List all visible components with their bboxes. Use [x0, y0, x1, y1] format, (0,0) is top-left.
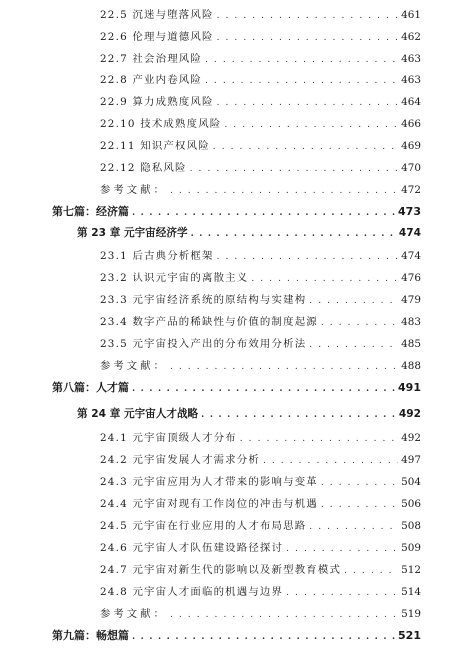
toc-entry-title: 24.1 元宇宙顶级人才分布 — [100, 432, 237, 444]
toc-entry-22-11[interactable] — [100, 137, 421, 157]
toc-page-number: 473 — [398, 205, 421, 218]
toc-entry-title: 22.6 伦理与道德风险 — [100, 31, 214, 43]
toc-part-title: 第七篇：经济篇 — [52, 205, 129, 218]
toc-page-number: 514 — [401, 586, 421, 598]
toc-page-number: 462 — [401, 31, 421, 43]
dot-leader — [217, 252, 399, 262]
toc-entry-title: 24.3 元宇宙应用为人才带来的影响与变革 — [100, 476, 318, 488]
toc-entry-24-6[interactable] — [100, 539, 421, 559]
toc-entry-title: 22.10 技术成熟度风险 — [100, 118, 222, 130]
toc-part-9[interactable] — [52, 627, 421, 647]
toc-chapter-23[interactable] — [77, 225, 421, 245]
dot-leader — [251, 274, 398, 284]
toc-entry-24-1[interactable] — [100, 429, 421, 449]
toc-entry-title: 24.4 元宇宙对现有工作岗位的冲击与机遇 — [100, 498, 318, 510]
toc-part-title: 第九篇：畅想篇 — [52, 629, 129, 642]
toc-page-number: 463 — [401, 74, 421, 86]
toc-page-number: 509 — [401, 542, 421, 554]
toc-page-number: 472 — [401, 184, 421, 196]
dot-leader — [190, 164, 399, 174]
dot-leader — [286, 544, 398, 554]
dot-leader — [132, 632, 395, 642]
toc-page-number: 474 — [401, 250, 421, 262]
dot-leader — [217, 98, 399, 108]
dot-leader — [286, 588, 398, 598]
dot-leader — [217, 11, 399, 21]
toc-page-number: 492 — [401, 432, 421, 444]
toc-entry-title: 23.4 数字产品的稀缺性与价值的制度起源 — [100, 316, 318, 328]
toc-entry-title: 24.6 元宇宙人才队伍建设路径探讨 — [100, 542, 284, 554]
toc-entry-22-5[interactable] — [100, 6, 421, 26]
toc-page-number: 485 — [401, 338, 421, 350]
toc-entry-23-3[interactable] — [100, 291, 421, 311]
toc-entry-23-1[interactable] — [100, 247, 421, 267]
toc-page-number: 492 — [398, 408, 421, 420]
toc-entry-title: 22.11 知识产权风险 — [100, 140, 210, 152]
toc-entry-title: 24.8 元宇宙人才面临的机遇与边界 — [100, 586, 284, 598]
toc-part-8[interactable] — [52, 379, 421, 399]
toc-entry-24-4[interactable] — [100, 495, 421, 515]
toc-page-number: 483 — [401, 316, 421, 328]
toc-entry-23-4[interactable] — [100, 313, 421, 333]
toc-entry-22-10[interactable] — [100, 115, 421, 135]
toc-entry-22-12[interactable] — [100, 159, 421, 179]
toc-page-number: 497 — [401, 454, 421, 466]
toc-entry-title: 23.3 元宇宙经济系统的原结构与实建构 — [100, 294, 307, 306]
toc-entry-title: 参考文献： — [100, 608, 167, 620]
dot-leader — [205, 55, 398, 65]
toc-entry-24-2[interactable] — [100, 451, 421, 471]
dot-leader — [263, 456, 398, 466]
toc-entry-title: 24.7 元宇宙对新生代的影响以及新型教育模式 — [100, 564, 342, 576]
toc-entry-title: 23.2 认识元宇宙的离散主义 — [100, 272, 249, 284]
toc-entry-title: 22.8 产业内卷风险 — [100, 74, 202, 86]
dot-leader — [240, 434, 398, 444]
toc-page-number: 488 — [401, 360, 421, 372]
dot-leader — [132, 208, 395, 218]
toc-entry-24-5[interactable] — [100, 517, 421, 537]
toc-entry-22-9[interactable] — [100, 93, 421, 113]
toc-entry-22-6[interactable] — [100, 28, 421, 48]
toc-entry-24-7[interactable] — [100, 561, 421, 581]
toc-page-number: 470 — [401, 162, 421, 174]
dot-leader — [344, 566, 398, 576]
dot-leader — [309, 296, 398, 306]
toc-chapter-24[interactable] — [77, 406, 421, 426]
toc-entry-22-7[interactable] — [100, 50, 421, 70]
toc-page-number: 464 — [401, 96, 421, 108]
dot-leader — [191, 229, 396, 239]
toc-entry-title: 参考文献： — [100, 184, 167, 196]
dot-leader — [205, 76, 398, 86]
dot-leader — [309, 522, 398, 532]
toc-page-number: 474 — [398, 227, 421, 239]
toc-entry-title: 24.5 元宇宙在行业应用的人才布局思路 — [100, 520, 307, 532]
toc-entry-24-8[interactable] — [100, 583, 421, 603]
toc-page-number: 461 — [401, 9, 421, 21]
toc-entry-references[interactable] — [100, 181, 421, 201]
toc-entry-title: 22.7 社会治理风险 — [100, 53, 202, 65]
toc-entry-title: 参考文献： — [100, 360, 167, 372]
dot-leader — [321, 500, 398, 510]
dot-leader — [321, 318, 398, 328]
dot-leader — [170, 362, 398, 372]
toc-entry-title: 24.2 元宇宙发展人才需求分析 — [100, 454, 260, 466]
toc-chapter-title: 第 23 章 元宇宙经济学 — [77, 227, 188, 239]
toc-page-number: 506 — [401, 498, 421, 510]
dot-leader — [201, 410, 396, 420]
dot-leader — [170, 610, 398, 620]
dot-leader — [132, 384, 395, 394]
dot-leader — [321, 478, 398, 488]
toc-page-number: 508 — [401, 520, 421, 532]
dot-leader — [217, 33, 399, 43]
toc-chapter-title: 第 24 章 元宇宙人才战略 — [77, 408, 199, 420]
toc-entry-references[interactable] — [100, 357, 421, 377]
toc-page-number: 469 — [401, 140, 421, 152]
toc-entry-references[interactable] — [100, 605, 421, 625]
toc-entry-23-5[interactable] — [100, 335, 421, 355]
toc-entry-title: 22.5 沉迷与堕落风险 — [100, 9, 214, 21]
toc-page-number: 479 — [401, 294, 421, 306]
toc-page-number: 519 — [401, 608, 421, 620]
toc-entry-title: 22.9 算力成熟度风险 — [100, 96, 214, 108]
toc-entry-title: 23.5 元宇宙投入产出的分布效用分析法 — [100, 338, 307, 350]
toc-page-number: 521 — [398, 629, 421, 642]
toc-entry-title: 23.1 后古典分析框架 — [100, 250, 214, 262]
toc-entry-22-8[interactable] — [100, 71, 421, 91]
toc-page-number: 466 — [401, 118, 421, 130]
toc-page-number: 491 — [398, 381, 421, 394]
toc-part-7[interactable] — [52, 203, 421, 223]
toc-page-number: 512 — [401, 564, 421, 576]
toc-page-number: 476 — [401, 272, 421, 284]
dot-leader — [170, 186, 398, 196]
toc-entry-title: 22.12 隐私风险 — [100, 162, 187, 174]
dot-leader — [224, 120, 398, 130]
toc-page-number: 463 — [401, 53, 421, 65]
dot-leader — [213, 142, 398, 152]
toc-entry-23-2[interactable] — [100, 269, 421, 289]
toc-entry-24-3[interactable] — [100, 473, 421, 493]
toc-page-number: 504 — [401, 476, 421, 488]
toc-part-title: 第八篇：人才篇 — [52, 381, 129, 394]
dot-leader — [309, 340, 398, 350]
